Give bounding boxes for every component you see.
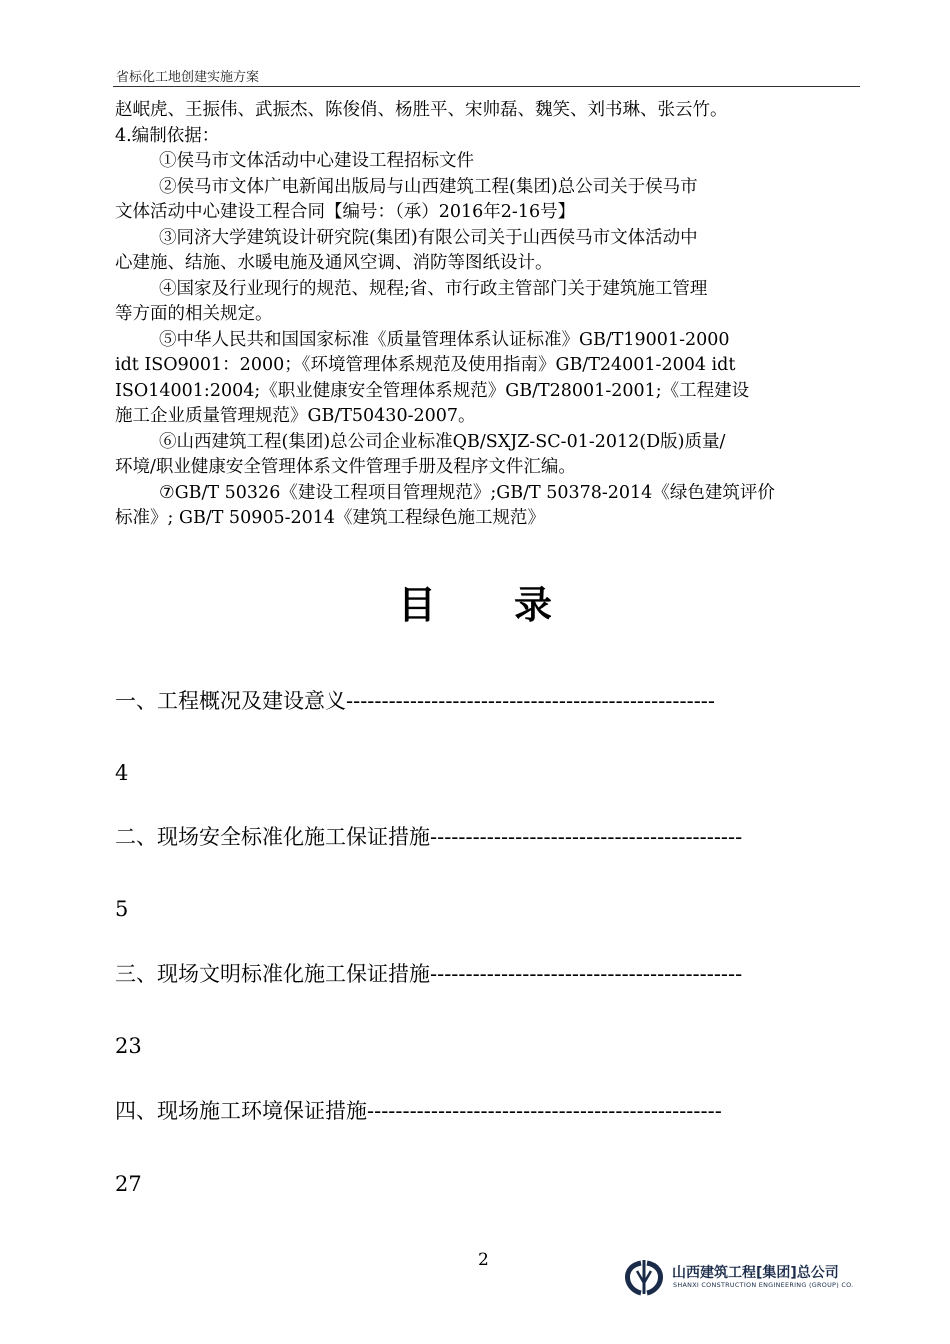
body-line: 心建施、结施、水暖电施及通风空调、消防等图纸设计。 xyxy=(115,253,553,273)
body-line: ②侯马市文体广电新闻出版局与山西建筑工程(集团)总公司关于侯马市 xyxy=(159,176,698,197)
body-text xyxy=(115,98,860,532)
toc-title xyxy=(0,574,950,629)
toc-entry[interactable] xyxy=(115,958,860,988)
page-header xyxy=(113,64,860,87)
toc-entry[interactable] xyxy=(115,685,860,715)
toc-entry-label: 三、现场文明标准化施工保证措施 xyxy=(115,962,430,986)
toc-entry[interactable] xyxy=(115,821,860,851)
company-emblem-icon xyxy=(622,1257,666,1297)
header-title: 省标化工地创建实施方案 xyxy=(116,70,260,85)
body-line: 赵岷虎、王振伟、武振杰、陈俊俏、杨胜平、宋帅磊、魏笑、刘书琳、张云竹。 xyxy=(115,100,728,120)
body-line: ISO14001:2004;《职业健康安全管理体系规范》GB/T28001-2001;《工程建设 xyxy=(115,380,750,401)
toc-page-number: 4 xyxy=(115,761,129,785)
logo-text-cn: 山西建筑工程[集团]总公司 xyxy=(672,1265,839,1281)
body-line: 环境/职业健康安全管理体系文件管理手册及程序文件汇编。 xyxy=(115,457,576,477)
body-line: ④国家及行业现行的规范、规程;省、市行政主管部门关于建筑施工管理 xyxy=(159,278,708,299)
body-line: 施工企业质量管理规范》GB/T50430-2007。 xyxy=(115,406,476,426)
toc-leader: -------------------------------------------- xyxy=(430,962,743,986)
page-number: 2 xyxy=(478,1250,489,1270)
toc-title-char: 录 xyxy=(514,582,553,627)
body-line: ⑥山西建筑工程(集团)总公司企业标准QB/SXJZ-SC-01-2012(D版)质量/ xyxy=(159,431,726,452)
toc-entry[interactable] xyxy=(115,1095,860,1125)
company-logo xyxy=(622,1257,868,1297)
body-line: 等方面的相关规定。 xyxy=(115,304,273,324)
toc-page-number: 5 xyxy=(115,897,129,921)
toc-entry-label: 一、工程概况及建设意义 xyxy=(115,689,346,713)
toc-page-number: 27 xyxy=(115,1172,142,1196)
body-line: 标准》; GB/T 50905-2014《建筑工程绿色施工规范》 xyxy=(115,508,546,528)
logo-text-en: SHANXI CONSTRUCTION ENGINEERING (GROUP) CO. xyxy=(673,1281,854,1289)
body-line: ⑤中华人民共和国国家标准《质量管理体系认证标准》GB/T19001-2000 xyxy=(159,329,730,350)
toc-leader: ---------------------------------------------------- xyxy=(346,689,715,713)
body-line: 4.编制依据： xyxy=(115,125,220,146)
toc-entry-label: 二、现场安全标准化施工保证措施 xyxy=(115,825,430,849)
toc-entry-label: 四、现场施工环境保证措施 xyxy=(115,1099,367,1123)
body-line: idt ISO9001：2000；《环境管理体系规范及使用指南》GB/T24001-2004 idt xyxy=(115,355,736,375)
toc-leader: -------------------------------------------------- xyxy=(367,1099,722,1123)
body-line: ⑦GB/T 50326《建设工程项目管理规范》;GB/T 50378-2014《绿色建筑评价 xyxy=(159,482,775,503)
toc-page-number: 23 xyxy=(115,1034,142,1058)
body-line: 文体活动中心建设工程合同【编号：（承）2016年2-16号】 xyxy=(115,202,576,222)
body-line: ③同济大学建筑设计研究院(集团)有限公司关于山西侯马市文体活动中 xyxy=(159,227,698,248)
body-line: ①侯马市文体活动中心建设工程招标文件 xyxy=(159,151,474,171)
toc-leader: -------------------------------------------- xyxy=(430,825,743,849)
toc-title-char: 目 xyxy=(397,582,436,627)
